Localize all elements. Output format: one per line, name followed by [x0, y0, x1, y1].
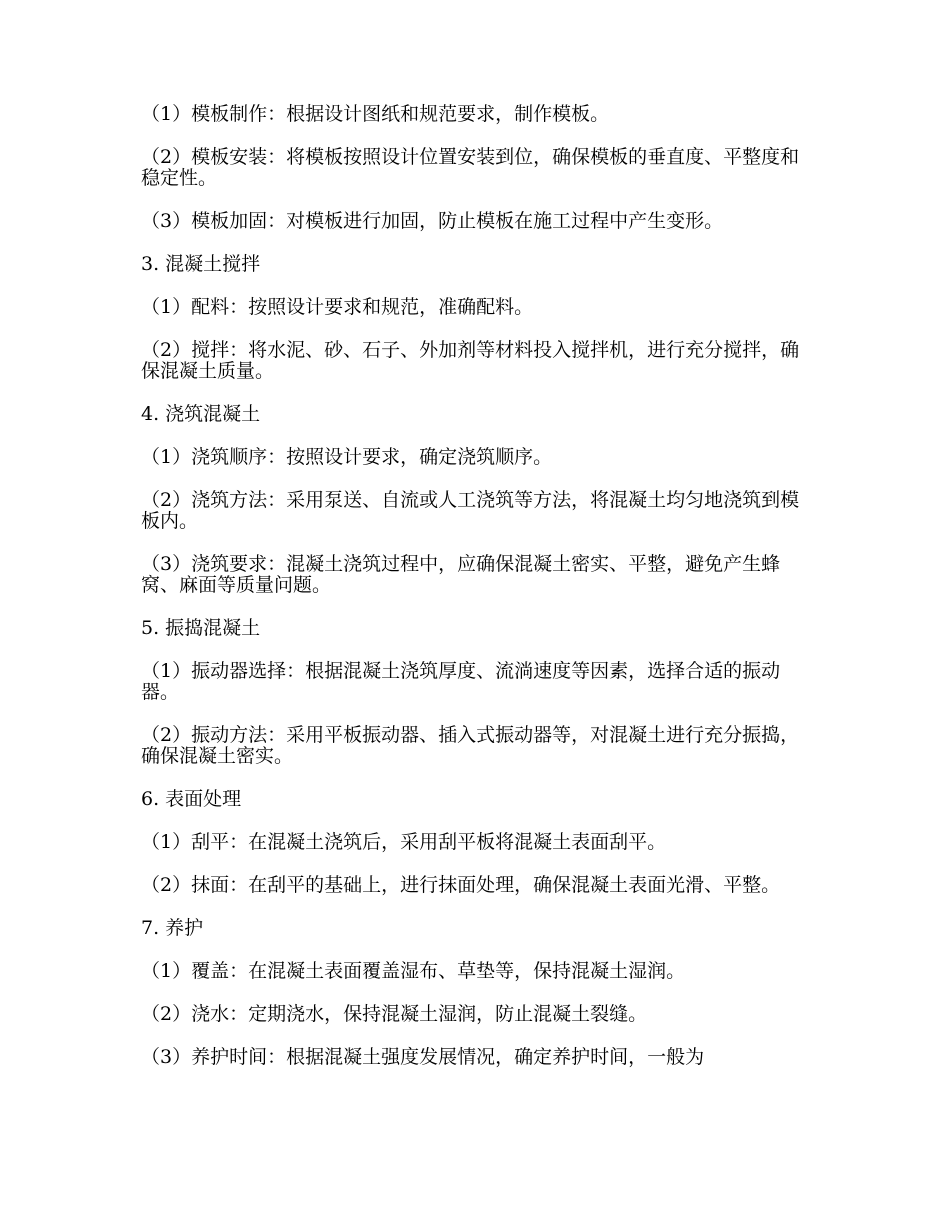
paragraph-vibrator-selection: （1）振动器选择：根据混凝土浇筑厚度、流淌速度等因素，选择合适的振动器。 — [141, 660, 781, 703]
section-heading-concrete-mixing: 3. 混凝土搅拌 — [141, 253, 261, 275]
paragraph-screeding: （1）刮平：在混凝土浇筑后，采用刮平板将混凝土表面刮平。 — [141, 831, 667, 853]
paragraph-pouring-requirements: （3）浇筑要求：混凝土浇筑过程中，应确保混凝土密实、平整，避免产生蜂窝、麻面等质量问题。 — [141, 553, 781, 596]
paragraph-watering: （2）浇水：定期浇水，保持混凝土湿润，防止混凝土裂缝。 — [141, 1003, 648, 1025]
paragraph-formwork-making: （1）模板制作：根据设计图纸和规范要求，制作模板。 — [141, 103, 610, 125]
paragraph-covering: （1）覆盖：在混凝土表面覆盖湿布、草垫等，保持混凝土湿润。 — [141, 960, 686, 982]
paragraph-pouring-method: （2）浇筑方法：采用泵送、自流或人工浇筑等方法，将混凝土均匀地浇筑到模板内。 — [141, 489, 800, 532]
paragraph-pouring-sequence: （1）浇筑顺序：按照设计要求，确定浇筑顺序。 — [141, 446, 553, 468]
section-heading-surface-treatment: 6. 表面处理 — [141, 788, 242, 810]
section-heading-vibrating-concrete: 5. 振捣混凝土 — [141, 617, 261, 639]
paragraph-mixing: （2）搅拌：将水泥、砂、石子、外加剂等材料投入搅拌机，进行充分搅拌，确保混凝土质量。 — [141, 339, 800, 382]
paragraph-curing-time: （3）养护时间：根据混凝土强度发展情况，确定养护时间，一般为 — [141, 1046, 705, 1068]
paragraph-formwork-installation: （2）模板安装：将模板按照设计位置安装到位，确保模板的垂直度、平整度和稳定性。 — [141, 146, 800, 189]
document-page — [141, 104, 809, 1090]
paragraph-plastering: （2）抹面：在刮平的基础上，进行抹面处理，确保混凝土表面光滑、平整。 — [141, 874, 781, 896]
paragraph-batching: （1）配料：按照设计要求和规范，准确配料。 — [141, 296, 534, 318]
section-heading-curing: 7. 养护 — [141, 917, 204, 939]
section-heading-pouring-concrete: 4. 浇筑混凝土 — [141, 403, 261, 425]
paragraph-formwork-reinforcement: （3）模板加固：对模板进行加固，防止模板在施工过程中产生变形。 — [141, 210, 724, 232]
paragraph-vibration-method: （2）振动方法：采用平板振动器、插入式振动器等，对混凝土进行充分振捣，确保混凝土密实。 — [141, 724, 800, 767]
